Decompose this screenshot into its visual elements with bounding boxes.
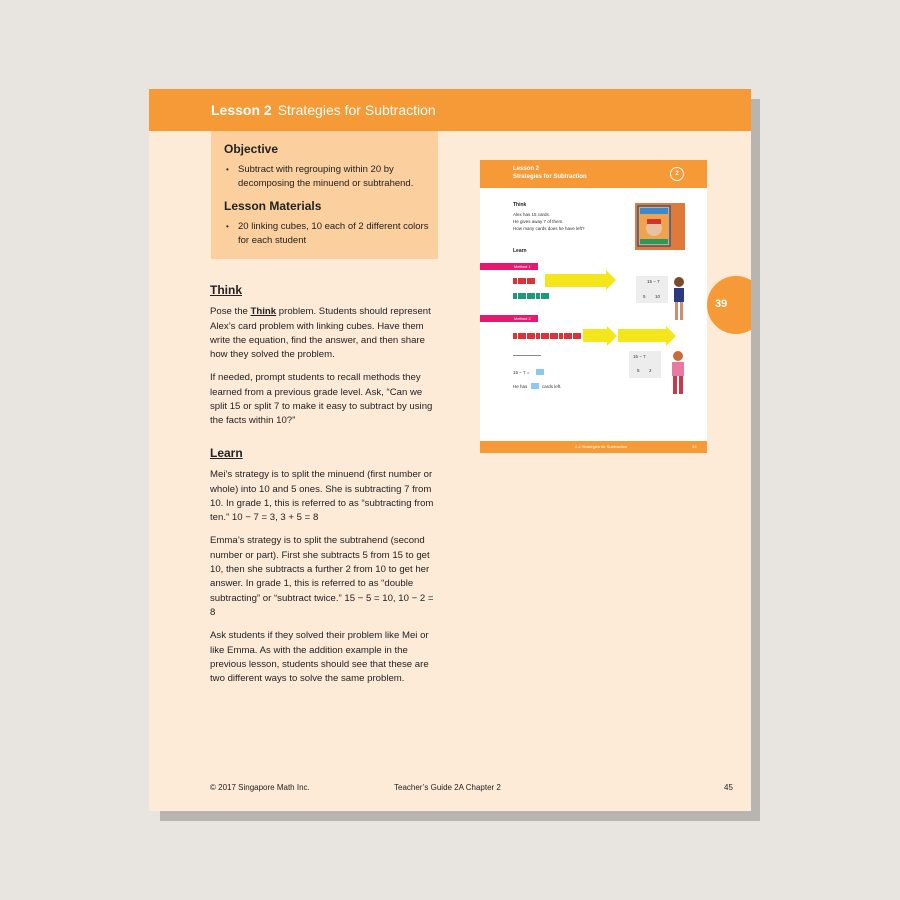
method-1-arrow-head — [606, 270, 616, 290]
linking-cube — [522, 333, 526, 339]
method-1-arrow — [545, 274, 607, 287]
page-number: 45 — [724, 783, 733, 792]
linking-cube — [545, 293, 549, 299]
linking-cube — [541, 333, 545, 339]
textbook-think-line: Alex has 15 cards. — [513, 212, 551, 217]
textbook-header — [480, 160, 707, 188]
think-paragraph-1: Pose the Think problem. Students should represent Alex’s card problem with linking cubes. Have them write the equation, find the answer, and then share how they solved the problem. — [210, 306, 431, 361]
lesson-title: Strategies for Subtraction — [277, 102, 436, 118]
think-heading: Think — [210, 283, 242, 297]
think-section — [210, 283, 440, 438]
document-page — [149, 89, 751, 811]
linking-cube — [536, 333, 540, 339]
learn-heading: Learn — [210, 446, 243, 460]
linking-cube — [513, 333, 517, 339]
method-2-arrow-1-head — [607, 326, 617, 346]
textbook-think-line: He gives away 7 of them. — [513, 219, 564, 224]
linking-cube — [518, 278, 522, 284]
textbook-title: Strategies for Subtraction — [513, 174, 587, 180]
linking-cube — [545, 333, 549, 339]
guide-title: Teacher’s Guide 2A Chapter 2 — [394, 783, 501, 792]
linking-cube — [513, 278, 517, 284]
method-2-arrow-1 — [583, 329, 607, 342]
materials-list — [224, 220, 429, 248]
objective-heading: Objective — [224, 142, 279, 156]
linking-cube — [550, 333, 554, 339]
textbook-footer: 2-2 Strategies for Subtraction 39 — [480, 441, 707, 453]
textbook-thumbnail — [480, 160, 707, 453]
textbook-think-label: Think — [513, 202, 527, 208]
linking-cube — [531, 333, 535, 339]
linking-cube — [564, 333, 568, 339]
learn-paragraph-1: Mei’s strategy is to split the minuend (first number or whole) into 10 and 5 ones. She is subtracting 7 from 10. In grade 1, this is referred to as “subtracting from ten.” 10 − 7 = 3, 3 + 5 = 8 — [210, 469, 434, 524]
card-caption-bar — [640, 239, 668, 244]
girl-illustration-emma — [667, 350, 689, 398]
card-title-bar — [640, 208, 668, 214]
linking-cube — [527, 333, 531, 339]
card-illustration — [635, 203, 685, 250]
card-hat — [647, 219, 661, 224]
answer-suffix: cards left. — [542, 384, 562, 389]
answer-prefix: He has — [513, 384, 528, 389]
page-tab: 39 — [707, 276, 751, 334]
learn-paragraph-2: Emma’s strategy is to split the subtrahend (second number or part). First she subtracts 5 from 15 to get 10, then she subtracts a further 2 from 10 to get her answer. In grade 1, this is referred to as “double subtracting” or “subtract twice.” 15 − 5 = 10, 10 − 2 = 8 — [210, 535, 434, 618]
method-2-arrow-2 — [618, 329, 666, 342]
linking-cube — [573, 333, 577, 339]
linking-cube — [541, 293, 545, 299]
girl-illustration-mei — [669, 276, 689, 324]
think-paragraph-2: If needed, prompt students to recall methods they learned from a previous grade level. Ask, “Can we split 15 or split 7 to make it easy to subtract by using the facts within 10?” — [210, 372, 433, 427]
textbook-think-line: How many cards does he have left? — [513, 226, 585, 231]
linking-cube — [522, 278, 526, 284]
number-bond-2: 15 − 7 5 2 — [629, 351, 661, 378]
objective-list — [224, 163, 429, 191]
linking-cube — [577, 333, 581, 339]
learn-paragraph-3: Ask students if they solved their problem like Mei or like Emma. As with the addition example in the previous lesson, students should see that these are two different ways to solve the same problem. — [210, 630, 429, 685]
linking-cube — [513, 293, 517, 299]
linking-cube — [568, 333, 572, 339]
method-1-label: Method 1 — [480, 263, 538, 270]
copyright: © 2017 Singapore Math Inc. — [210, 783, 310, 792]
textbook-lesson: Lesson 2 — [513, 166, 540, 172]
linking-cube — [559, 333, 563, 339]
method-2-label: Method 2 — [480, 315, 538, 322]
divider-line — [513, 355, 541, 356]
linking-cube — [531, 278, 535, 284]
lesson-header — [149, 89, 751, 131]
linking-cube — [527, 293, 531, 299]
objective-box — [211, 131, 438, 259]
linking-cube — [518, 293, 522, 299]
textbook-number: 2 — [670, 167, 684, 181]
materials-heading: Lesson Materials — [224, 199, 322, 213]
linking-cube — [518, 333, 522, 339]
linking-cube — [536, 293, 540, 299]
equation-text: 15 − 7 = — [513, 370, 530, 375]
method-2-arrow-2-head — [666, 326, 676, 346]
textbook-learn-label: Learn — [513, 248, 527, 254]
linking-cube — [527, 278, 531, 284]
linking-cube — [522, 293, 526, 299]
materials-item: • 20 linking cubes, 10 each of 2 different colors for each student — [224, 220, 429, 248]
lesson-number: Lesson 2 — [211, 102, 272, 118]
objective-item: • Subtract with regrouping within 20 by decomposing the minuend or subtrahend. — [224, 163, 429, 191]
think-link[interactable]: Think — [250, 306, 277, 318]
linking-cube — [531, 293, 535, 299]
answer-box-2 — [531, 383, 539, 389]
answer-box — [536, 369, 544, 375]
number-bond-1: 15 − 7 5 10 — [636, 276, 668, 303]
linking-cube — [554, 333, 558, 339]
learn-section — [210, 446, 440, 695]
